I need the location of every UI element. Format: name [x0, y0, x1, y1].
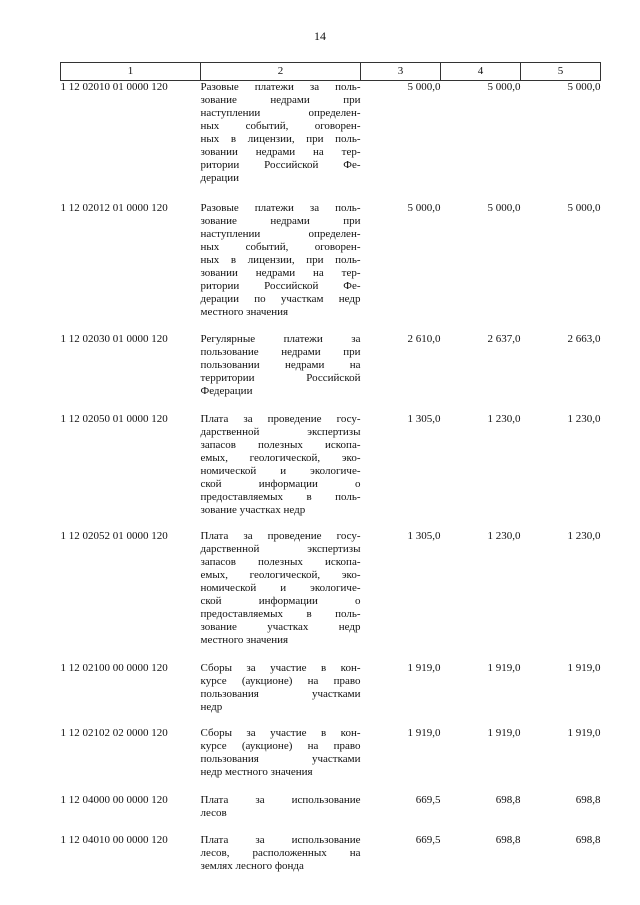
budget-code: 1 12 02030 01 0000 120: [60, 333, 168, 345]
budget-code: 1 12 02102 02 0000 120: [60, 727, 168, 739]
table-row: [61, 319, 601, 398]
revenue-name-line: местного значения: [200, 306, 289, 318]
amount-year-1: 5 000,0: [407, 202, 441, 214]
amount-year-3: 1 919,0: [567, 662, 601, 674]
revenue-name: [201, 398, 361, 517]
amount-year-1: 1 919,0: [407, 662, 441, 674]
revenue-name-line: ской информации о: [200, 478, 361, 490]
revenue-name: [201, 81, 361, 186]
revenue-name: [201, 779, 361, 820]
amount-year-2: 1 919,0: [487, 727, 521, 739]
revenue-name-line: территории Российской: [200, 372, 361, 384]
revenue-name-line: ных в лицензии, при поль-: [200, 133, 361, 145]
column-header-year-1: 3: [361, 63, 441, 81]
table-header: [61, 63, 601, 81]
revenue-name-line: Федерации: [200, 385, 253, 397]
revenue-name-line: недр местного значения: [200, 766, 313, 778]
revenue-name-line: ных в лицензии, при поль-: [200, 254, 361, 266]
budget-code: 1 12 02100 00 0000 120: [60, 662, 168, 674]
page-number: 14: [314, 29, 326, 43]
revenue-name-line: дарственной экспертизы: [200, 543, 361, 555]
column-header-year-2: 4: [441, 63, 521, 81]
revenue-name-line: пользование недрами при: [200, 346, 361, 358]
amount-year-3: 5 000,0: [567, 81, 601, 93]
amount-year-3: 2 663,0: [567, 333, 601, 345]
revenue-name-line: дерации: [200, 172, 240, 184]
revenue-name-line: Разовые платежи за поль-: [200, 202, 361, 214]
amount-year-1: 2 610,0: [407, 333, 441, 345]
revenue-name-line: недр: [200, 701, 223, 713]
revenue-name-line: номической и экологиче-: [200, 465, 361, 477]
revenue-name-line: емых, геологической, эко-: [200, 569, 361, 581]
revenue-name: [201, 647, 361, 714]
amount-year-1: 1 305,0: [407, 530, 441, 542]
revenue-name-line: Плата за проведение госу-: [200, 413, 361, 425]
amount-year-2: 5 000,0: [487, 202, 521, 214]
revenue-name-line: зование участках недр: [200, 621, 361, 633]
amount-year-3: 5 000,0: [567, 202, 601, 214]
column-header-name: 2: [201, 63, 361, 81]
revenue-name-line: ритории Российской Фе-: [200, 280, 361, 292]
revenue-name-line: курсе (аукционе) на право: [200, 740, 361, 752]
amount-year-3: 1 230,0: [567, 530, 601, 542]
budget-table: [60, 62, 601, 873]
revenue-name-line: зование участках недр: [200, 504, 306, 516]
revenue-name-line: запасов полезных ископа-: [200, 439, 361, 451]
budget-code: 1 12 02012 01 0000 120: [60, 202, 168, 214]
revenue-name-line: ской информации о: [200, 595, 361, 607]
amount-year-1: 669,5: [415, 834, 441, 846]
amount-year-1: 5 000,0: [407, 81, 441, 93]
amount-year-2: 1 230,0: [487, 413, 521, 425]
amount-year-3: 698,8: [575, 834, 601, 846]
revenue-name-line: запасов полезных ископа-: [200, 556, 361, 568]
table-row: [61, 647, 601, 714]
revenue-name-line: наступлении определен-: [200, 107, 361, 119]
table-row: [61, 517, 601, 647]
revenue-name-line: предоставляемых в поль-: [200, 491, 361, 503]
revenue-name-line: Разовые платежи за поль-: [200, 81, 361, 93]
revenue-name-line: наступлении определен-: [200, 228, 361, 240]
revenue-name-line: зование недрами при: [200, 215, 361, 227]
revenue-name-line: Сборы за участие в кон-: [200, 727, 361, 739]
revenue-name-line: пользовании недрами на: [200, 359, 361, 371]
amount-year-2: 1 230,0: [487, 530, 521, 542]
revenue-name-line: лесов: [200, 807, 227, 819]
revenue-name-line: дарственной экспертизы: [200, 426, 361, 438]
amount-year-3: 1 919,0: [567, 727, 601, 739]
revenue-name-line: зовании недрами на тер-: [200, 267, 361, 279]
revenue-name-line: пользования участками: [200, 688, 361, 700]
header-row: [61, 63, 601, 81]
amount-year-2: 1 919,0: [487, 662, 521, 674]
table-row: [61, 81, 601, 186]
amount-year-2: 2 637,0: [487, 333, 521, 345]
revenue-name-line: дерации по участкам недр: [200, 293, 361, 305]
table-row: [61, 398, 601, 517]
revenue-name-line: зование недрами при: [200, 94, 361, 106]
amount-year-1: 669,5: [415, 794, 441, 806]
revenue-name: [201, 714, 361, 779]
revenue-name: [201, 517, 361, 647]
amount-year-2: 698,8: [495, 794, 521, 806]
table-row: [61, 779, 601, 820]
budget-code: 1 12 04010 00 0000 120: [60, 834, 168, 846]
revenue-name-line: Плата за использование: [200, 834, 361, 846]
amount-year-3: 698,8: [575, 794, 601, 806]
table-row: [61, 185, 601, 319]
revenue-name-line: Регулярные платежи за: [200, 333, 361, 345]
revenue-name: [201, 820, 361, 873]
revenue-name-line: Плата за проведение госу-: [200, 530, 361, 542]
budget-code: 1 12 02052 01 0000 120: [60, 530, 168, 542]
budget-code: 1 12 02050 01 0000 120: [60, 413, 168, 425]
budget-code: 1 12 02010 01 0000 120: [60, 81, 168, 93]
revenue-name-line: емых, геологической, эко-: [200, 452, 361, 464]
amount-year-1: 1 919,0: [407, 727, 441, 739]
revenue-name-line: пользования участками: [200, 753, 361, 765]
amount-year-2: 698,8: [495, 834, 521, 846]
revenue-name-line: ных событий, оговорен-: [200, 120, 361, 132]
revenue-name-line: предоставляемых в поль-: [200, 608, 361, 620]
revenue-name-line: землях лесного фонда: [200, 860, 304, 872]
revenue-name: [201, 185, 361, 319]
budget-code: 1 12 04000 00 0000 120: [60, 794, 168, 806]
column-header-code: 1: [61, 63, 201, 81]
table-row: [61, 714, 601, 779]
revenue-name-line: ных событий, оговорен-: [200, 241, 361, 253]
amount-year-2: 5 000,0: [487, 81, 521, 93]
amount-year-1: 1 305,0: [407, 413, 441, 425]
revenue-name-line: лесов, расположенных на: [200, 847, 361, 859]
revenue-name-line: номической и экологиче-: [200, 582, 361, 594]
amount-year-3: 1 230,0: [567, 413, 601, 425]
revenue-name-line: ритории Российской Фе-: [200, 159, 361, 171]
revenue-name: [201, 319, 361, 398]
revenue-name-line: Сборы за участие в кон-: [200, 662, 361, 674]
table-body: [61, 81, 601, 874]
table-row: [61, 820, 601, 873]
revenue-name-line: зовании недрами на тер-: [200, 146, 361, 158]
column-header-year-3: 5: [521, 63, 601, 81]
revenue-name-line: местного значения: [200, 634, 289, 646]
revenue-name-line: курсе (аукционе) на право: [200, 675, 361, 687]
revenue-name-line: Плата за использование: [200, 794, 361, 806]
